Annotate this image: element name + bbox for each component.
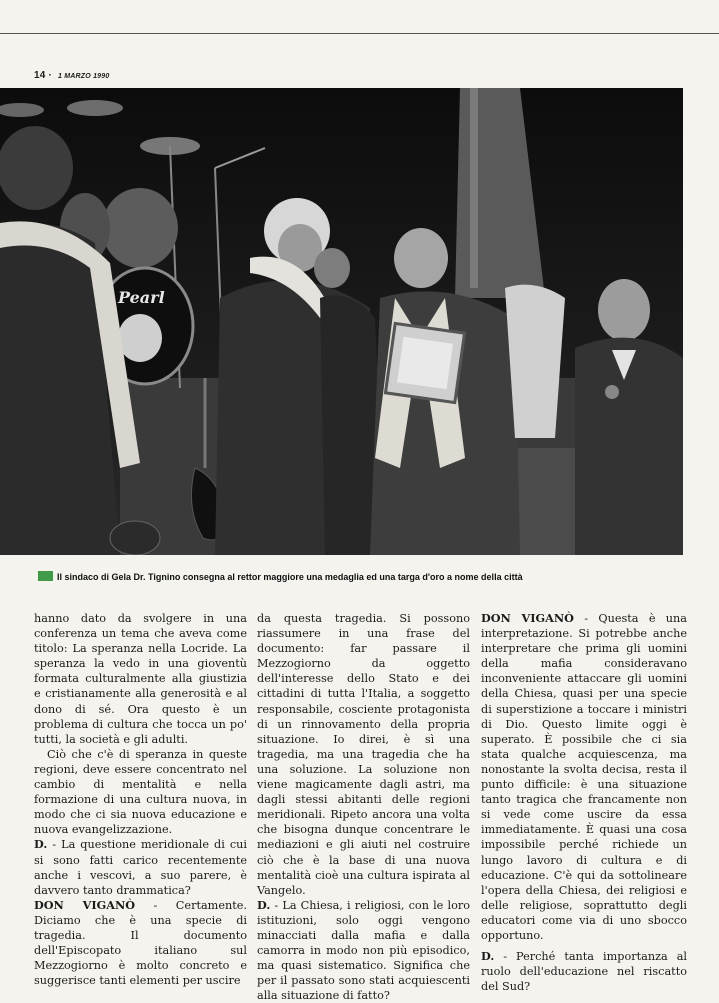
paragraph: hanno dato da svolgere in una conferenza un tema che aveva come titolo: La speranza nella Locride. La speranza la vedo in una gioventù formata culturalmente alla giustizia e cristianamente alla generosità e al dono di sé. Ora questo è un problema di cultura che tocca un po' tutti, la società e gli adulti. — [34, 612, 247, 746]
page-folio: 14 · 1 MARZO 1990 — [34, 70, 110, 81]
speaker-label: D. — [481, 949, 495, 964]
article-column-3 — [481, 611, 687, 994]
article-column-2 — [257, 611, 470, 1003]
page-number: 14 — [34, 70, 46, 81]
question-paragraph — [34, 837, 247, 897]
answer-paragraph — [34, 898, 247, 989]
speaker-label: DON VIGANÒ — [34, 897, 136, 912]
article-column-1 — [34, 611, 247, 988]
speaker-label: DON VIGANÒ — [481, 611, 574, 625]
issue-date: 1 MARZO 1990 — [58, 73, 110, 80]
answer-paragraph — [481, 611, 687, 943]
speaker-label: D. — [34, 837, 48, 852]
question-text: - Perché tanta importanza al ruolo dell'educazione nel riscatto del Sud? — [481, 950, 687, 994]
news-photo — [0, 88, 683, 555]
question-paragraph — [257, 898, 470, 1003]
paragraph: Ciò che c'è di speranza in queste regioni, deve essere concentrato nel cambio di mentalità e nella formazione di una cultura nuova, in modo che ci sia nuova educazione e nuova evangelizzazione. — [34, 747, 247, 837]
answer-text: - Certamente. Diciamo che è una specie di tragedia. Il documento dell'Episcopato italiano sul Mezzogiorno è molto concreto e suggerisce tanti elementi per uscire — [34, 898, 247, 988]
question-text: - La Chiesa, i religiosi, con le loro istituzioni, solo oggi vengono minacciati dalla mafia e dalla camorra in modo non più episodico, ma quasi sistematico. Significa che per il passato sono stati acquiescenti alla situazione di fatto? — [257, 898, 470, 1003]
caption-marker — [38, 571, 53, 581]
photo-caption — [38, 571, 523, 582]
caption-text: Il sindaco di Gela Dr. Tignino consegna al rettor maggiore una medaglia ed una targa d'oro a nome della città — [57, 572, 523, 582]
question-paragraph — [481, 949, 687, 994]
question-text: - La questione meridionale di cui si sono fatti carico recentemente anche i vescovi, a suo parere, è davvero tanto drammatica? — [34, 838, 247, 897]
drum-logo: Pearl — [118, 288, 165, 307]
speaker-label: D. — [257, 897, 271, 912]
paragraph: da questa tragedia. Si possono riassumere in una frase del documento: far passare il Mezzogiorno da oggetto dell'interesse dello Stato e dei cittadini di tutta l'Italia, a soggetto responsabile, cosciente protagonista di un rinnovamento della propria situazione. Io direi, è sì una tragedia, ma una tragedia che ha una soluzione. La soluzione non viene magicamente dagli astri, ma dagli stessi abitanti delle regioni meridionali. Ripeto ancora una volta che bisogna dunque concentrare le mediazioni e gli aiuti nel costruire ciò che è la base di una nuova mentalità cioè una cultura ispirata al Vangelo. — [257, 612, 470, 897]
answer-text: - Questa è una interpretazione. Si potrebbe anche interpretare che prima gli uomini della mafia consideravano inconveniente attaccare gli uomini della Chiesa, quasi per una specie di superstizione a toccare i ministri di Dio. Questo limite oggi è superato. È possibile che ci sia stata qualche acquiescenza, ma nonostante la svolta decisa, resta il punto difficile: è una situazione tanto tragica che francamente non si vede come uscire da essa immediatamente. È quasi una cosa impossibile perché richiede un lungo lavoro di cultura e di educazione. C'è qui da sottolineare l'opera della Chiesa, dei religiosi e delle religiose, soprattutto degli educatori come via di uno sbocco opportuno. — [481, 612, 687, 942]
photo-illustration — [0, 88, 683, 555]
header-rule — [0, 33, 719, 34]
